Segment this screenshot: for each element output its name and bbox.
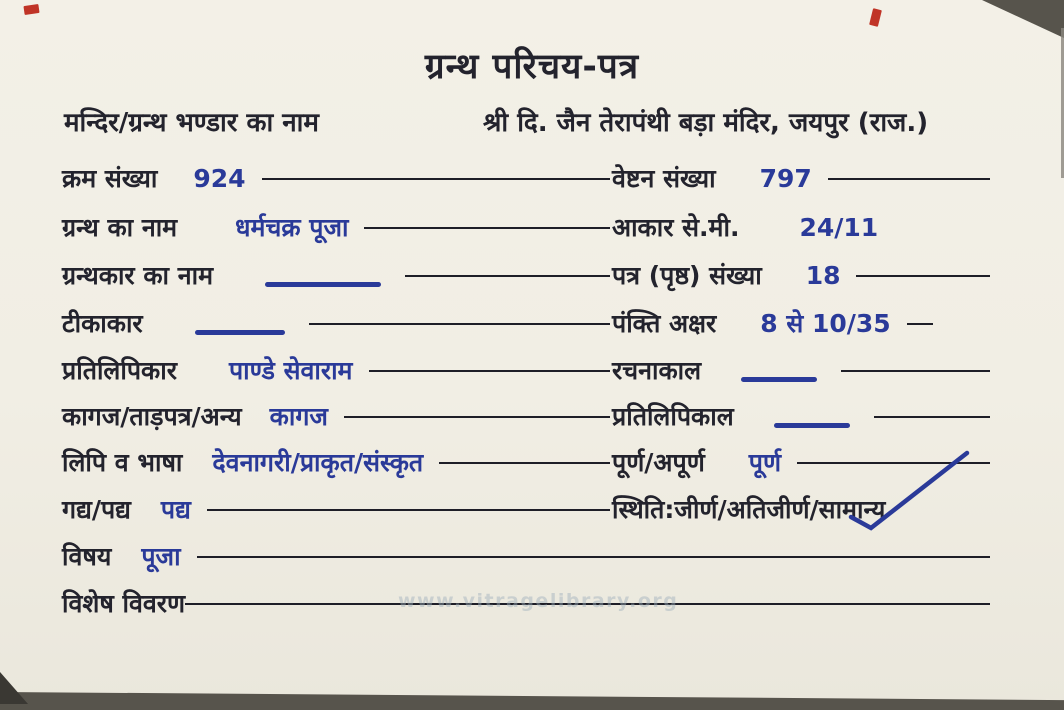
field-label: वेष्टन संख्या: [612, 164, 716, 193]
field-label: कागज/ताड़पत्र/अन्य: [62, 402, 242, 431]
field-value: 18: [805, 261, 841, 290]
field-row-subject: [62, 541, 990, 583]
field-row-prose-verse: [62, 494, 610, 536]
field-label: स्थिति:जीर्ण/अतिजीर्ण/सामान्य: [612, 495, 886, 524]
field-row-commentator: [62, 308, 610, 350]
field-value: 24/11: [799, 213, 879, 242]
fill-line: [364, 212, 610, 229]
blank-ink-dash: [195, 330, 285, 335]
field-label: रचनाकाल: [612, 356, 702, 385]
field-value: पूर्ण: [748, 448, 782, 477]
fill-line: [309, 308, 610, 325]
scan-red-mark-left: [23, 4, 39, 15]
field-row-material: [62, 401, 610, 443]
field-row-author-name: [62, 260, 610, 302]
field-row-script-language: [62, 447, 610, 489]
temple-name-value: श्री दि. जैन तेरापंथी बड़ा मंदिर, जयपुर (राज.): [483, 108, 929, 138]
fill-line: [344, 401, 610, 418]
field-row-granth-name: [62, 212, 610, 254]
field-label: पूर्ण/अपूर्ण: [612, 448, 705, 477]
field-label: प्रतिलिपिकार: [62, 356, 177, 385]
field-label: ग्रन्थ का नाम: [62, 213, 178, 242]
field-value: देवनागरी/प्राकृत/संस्कृत: [212, 448, 424, 477]
fill-line: [197, 541, 990, 558]
fill-line: [207, 494, 610, 511]
field-row-size-cm: [612, 212, 990, 254]
fill-line: [369, 355, 610, 372]
fill-line: [874, 401, 990, 418]
field-row-lines-letters: [612, 308, 990, 350]
field-row-composition-date: [612, 355, 990, 397]
blank-ink-dash: [265, 282, 381, 287]
field-row-copy-date: [612, 401, 990, 443]
field-label: पंक्ति अक्षर: [612, 309, 717, 338]
blank-ink-dash: [774, 423, 850, 428]
blank-ink-dash: [741, 377, 817, 382]
fill-line: [828, 163, 990, 180]
field-value: पद्य: [160, 495, 191, 524]
scan-red-mark-right: [869, 8, 882, 27]
field-label: प्रतिलिपिकाल: [612, 402, 734, 431]
field-label: ग्रन्थकार का नाम: [62, 261, 214, 290]
fill-line: [841, 355, 990, 372]
field-value: 8 से 10/35: [760, 309, 891, 338]
field-row-copyist: [62, 355, 610, 397]
fill-line: [262, 163, 610, 180]
watermark: www.vitragelibrary.org: [398, 590, 679, 612]
field-label: विषय: [62, 542, 112, 571]
field-value: पाण्डे सेवाराम: [228, 356, 353, 385]
fill-line: [856, 260, 990, 277]
field-row-bundle-number: [612, 163, 990, 205]
field-label: गद्य/पद्य: [62, 495, 131, 524]
field-label: पत्र (पृष्ठ) संख्या: [612, 261, 762, 290]
scan-edge-bottom: [0, 688, 1064, 710]
field-label: टीकाकार: [62, 309, 143, 338]
field-value: 797: [759, 164, 812, 193]
check-mark: [843, 447, 975, 535]
scan-edge-top-right: [982, 0, 1064, 38]
card-title: ग्रन्थ परिचय-पत्र: [424, 47, 640, 87]
field-label: क्रम संख्या: [62, 164, 158, 193]
field-label: आकार से.मी.: [612, 213, 740, 242]
field-value: धर्मचक्र पूजा: [235, 213, 349, 242]
field-label: लिपि व भाषा: [62, 448, 183, 477]
field-label: विशेष विवरण: [62, 589, 186, 618]
temple-name-label: मन्दिर/ग्रन्थ भण्डार का नाम: [64, 108, 319, 138]
field-row-page-count: [612, 260, 990, 302]
field-row-serial-number: [62, 163, 610, 205]
fill-line: [439, 447, 610, 464]
field-value: कागज: [269, 402, 328, 431]
scan-edge-bottom-left: [0, 672, 28, 704]
field-value: 924: [193, 164, 246, 193]
fill-line: [907, 308, 933, 325]
fill-line: [405, 260, 610, 277]
field-value: पूजा: [141, 542, 181, 571]
